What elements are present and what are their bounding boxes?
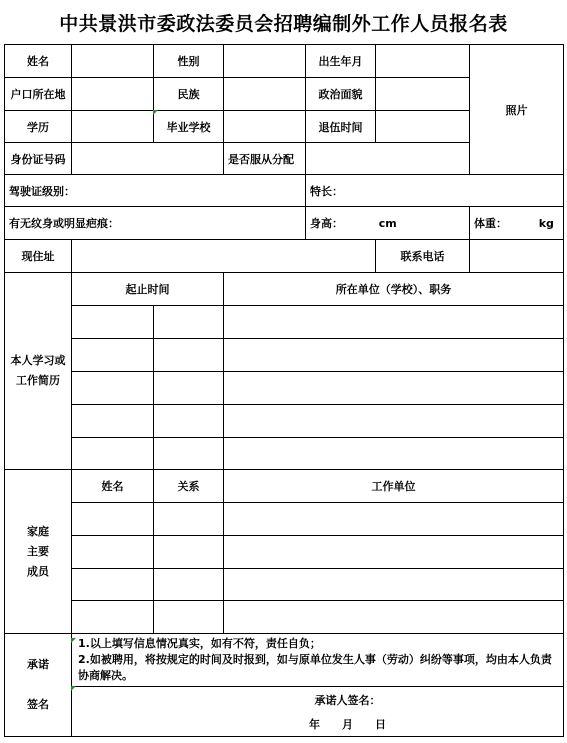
family-name[interactable] bbox=[72, 569, 154, 601]
history-row bbox=[5, 405, 564, 438]
date-month: 月 bbox=[342, 717, 353, 731]
promise-text bbox=[72, 634, 564, 687]
signer-label: 承诺人签名： bbox=[314, 693, 381, 707]
history-start[interactable] bbox=[72, 339, 154, 372]
promise-item-1: 1.以上填写信息情况真实，如有不符，责任自负； bbox=[78, 637, 321, 650]
name-label: 姓名 bbox=[5, 45, 72, 78]
weight-label: 体重： bbox=[474, 217, 507, 230]
phone-field[interactable] bbox=[470, 240, 564, 273]
height-field[interactable] bbox=[306, 207, 470, 240]
registration-form-table bbox=[4, 44, 564, 737]
history-start[interactable] bbox=[72, 372, 154, 405]
history-label: 本人学习或工作简历 bbox=[5, 273, 72, 470]
school-label: 毕业学校 bbox=[154, 111, 224, 143]
promise-label: 承诺 bbox=[27, 658, 49, 671]
ethnicity-label: 民族 bbox=[154, 78, 224, 111]
height-unit: cm bbox=[378, 217, 397, 230]
history-unit[interactable] bbox=[224, 438, 564, 470]
political-field[interactable] bbox=[376, 78, 470, 111]
history-end[interactable] bbox=[154, 306, 224, 339]
signature-area[interactable] bbox=[72, 687, 564, 737]
family-relation[interactable] bbox=[154, 536, 224, 569]
assign-field[interactable] bbox=[306, 143, 470, 175]
id-label: 身份证号码 bbox=[5, 143, 72, 175]
gender-label: 性别 bbox=[154, 45, 224, 78]
ethnicity-field[interactable] bbox=[224, 78, 306, 111]
family-work[interactable] bbox=[224, 601, 564, 634]
address-field[interactable] bbox=[72, 240, 376, 273]
assign-label: 是否服从分配 bbox=[224, 143, 306, 175]
history-start[interactable] bbox=[72, 306, 154, 339]
date-day: 日 bbox=[375, 717, 386, 731]
birth-label: 出生年月 bbox=[306, 45, 376, 78]
history-end[interactable] bbox=[154, 339, 224, 372]
history-row bbox=[5, 438, 564, 470]
gender-field[interactable] bbox=[224, 45, 306, 78]
birth-field[interactable] bbox=[376, 45, 470, 78]
name-field[interactable] bbox=[72, 45, 154, 78]
history-unit[interactable] bbox=[224, 339, 564, 372]
history-end[interactable] bbox=[154, 405, 224, 438]
address-label: 现住址 bbox=[5, 240, 72, 273]
education-label: 学历 bbox=[5, 111, 72, 143]
family-row bbox=[5, 503, 564, 536]
political-label: 政治面貌 bbox=[306, 78, 376, 111]
family-name[interactable] bbox=[72, 503, 154, 536]
history-row bbox=[5, 339, 564, 372]
family-relation[interactable] bbox=[154, 503, 224, 536]
family-label: 家庭主要成员 bbox=[5, 470, 72, 634]
history-end[interactable] bbox=[154, 372, 224, 405]
family-name[interactable] bbox=[72, 601, 154, 634]
veteran-field[interactable] bbox=[376, 111, 470, 143]
height-label: 身高： bbox=[310, 217, 343, 230]
weight-unit: kg bbox=[538, 217, 554, 230]
family-work[interactable] bbox=[224, 569, 564, 601]
history-col-unit: 所在单位（学校）、职务 bbox=[224, 273, 564, 306]
family-work[interactable] bbox=[224, 503, 564, 536]
history-unit[interactable] bbox=[224, 372, 564, 405]
history-unit[interactable] bbox=[224, 405, 564, 438]
form-title: 中共景洪市委政法委员会招聘编制外工作人员报名表 bbox=[59, 12, 508, 35]
id-field[interactable] bbox=[72, 143, 224, 175]
history-row bbox=[5, 372, 564, 405]
hukou-label: 户口所在地 bbox=[5, 78, 72, 111]
history-row bbox=[5, 306, 564, 339]
history-start[interactable] bbox=[72, 405, 154, 438]
cell-marker bbox=[153, 110, 158, 115]
photo-box[interactable]: 照片 bbox=[470, 45, 564, 175]
tattoo-field[interactable]: 有无纹身或明显疤痕： bbox=[5, 207, 306, 240]
date-year: 年 bbox=[309, 717, 320, 731]
history-end[interactable] bbox=[154, 438, 224, 470]
specialty-field[interactable]: 特长： bbox=[306, 175, 564, 207]
family-work[interactable] bbox=[224, 536, 564, 569]
school-field[interactable] bbox=[224, 111, 306, 143]
family-row bbox=[5, 601, 564, 634]
signature-label: 签名 bbox=[27, 698, 49, 711]
family-relation[interactable] bbox=[154, 601, 224, 634]
family-col-work: 工作单位 bbox=[224, 470, 564, 503]
family-col-name: 姓名 bbox=[72, 470, 154, 503]
history-unit[interactable] bbox=[224, 306, 564, 339]
education-field[interactable] bbox=[72, 111, 154, 143]
family-row bbox=[5, 536, 564, 569]
family-row bbox=[5, 569, 564, 601]
family-col-relation: 关系 bbox=[154, 470, 224, 503]
hukou-field[interactable] bbox=[72, 78, 154, 111]
history-col-time: 起止时间 bbox=[72, 273, 224, 306]
veteran-label: 退伍时间 bbox=[306, 111, 376, 143]
license-field[interactable]: 驾驶证级别： bbox=[5, 175, 306, 207]
promise-item-2: 2.如被聘用，将按规定的时间及时报到，如与原单位发生人事（劳动）纠纷等事项，均由本人负责协商解决。 bbox=[78, 653, 552, 682]
phone-label: 联系电话 bbox=[376, 240, 470, 273]
promise-signature-label bbox=[5, 634, 72, 737]
cell-marker bbox=[71, 638, 76, 643]
family-relation[interactable] bbox=[154, 569, 224, 601]
cell-marker bbox=[71, 686, 76, 691]
history-start[interactable] bbox=[72, 438, 154, 470]
weight-field[interactable] bbox=[470, 207, 564, 240]
family-name[interactable] bbox=[72, 536, 154, 569]
